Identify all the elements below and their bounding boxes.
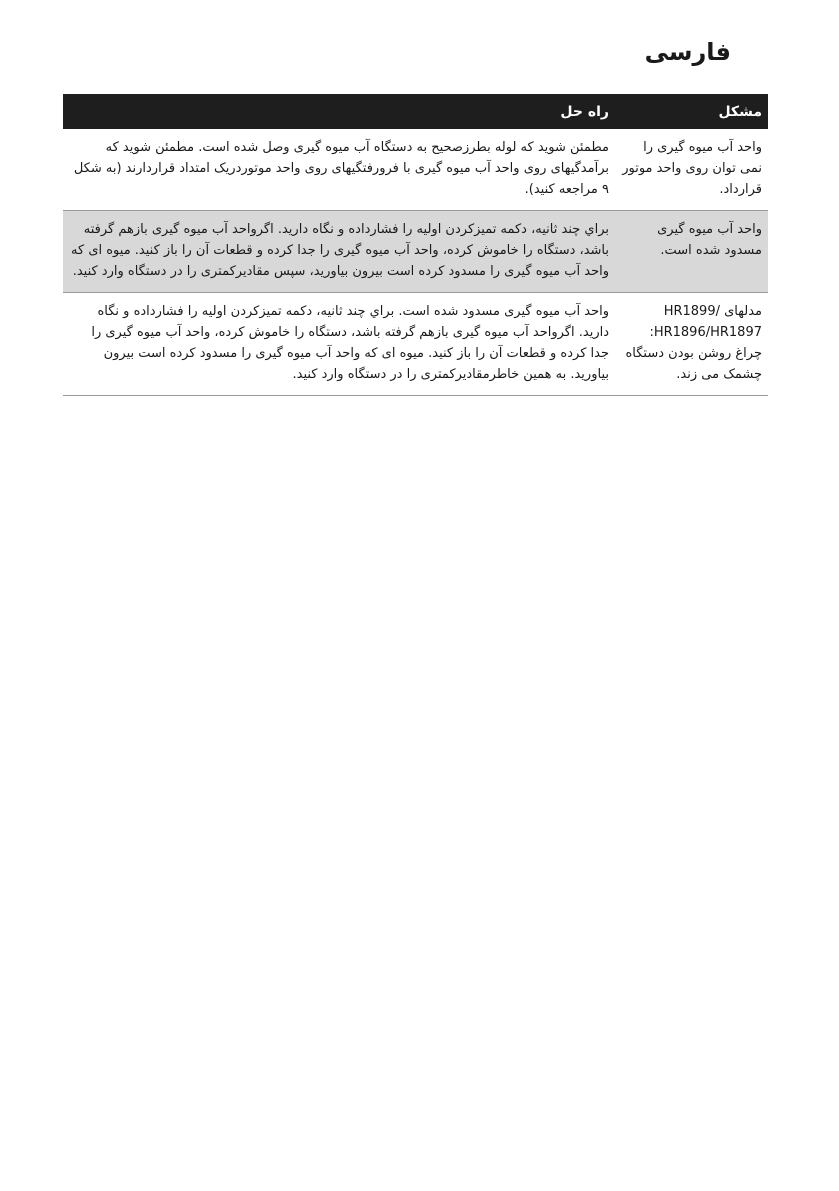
problem-cell: واحد آب میوه گیری مسدود شده است. <box>615 211 768 293</box>
header-problem: مشکل <box>615 94 768 129</box>
problem-cell: واحد آب میوه گیری را نمی توان روی واحد موتور قرارداد. <box>615 129 768 211</box>
table-row <box>63 129 768 211</box>
table-row <box>63 293 768 396</box>
solution-cell: مطمئن شوید که لوله بطرزصحیح به دستگاه آب میوه گیری وصل شده است. مطمئن شوید که برآمدگیهای روی واحد آب میوه گیری با فرورفتگیهای روی واحد موتوردریک امتداد قراردارند (به شکل ۹ مراجعه کنید). <box>63 129 615 211</box>
solution-cell: براي چند ثانيه، دكمه تميزكردن اوليه را فشارداده و نگاه داريد. اگرواحد آب ميوه گيری بازهم گرفته باشد، دستگاه را خاموش کرده، واحد آب میوه گیری را جدا کرده و قطعات آن را باز کنید. میوه ای که واحد آب میوه گیری را مسدود کرده است بیرون بیاورید، سپس مقادیرکمتری را در دستگاه وارد کنید. <box>63 211 615 293</box>
solution-cell: واحد آب میوه گیری مسدود شده است. براي چند ثانيه، دكمه تميزكردن اوليه را فشارداده و نگاه داريد. اگرواحد آب ميوه گيری بازهم گرفته باشد، دستگاه را خاموش کرده، واحد آب میوه گیری را جدا کرده و قطعات آن را باز کنید. میوه ای که واحد آب میوه گیری را مسدود کرده است بیرون بیاورید. به همین خاطرمقادیرکمتری را در دستگاه وارد کنید. <box>63 293 615 396</box>
header-row <box>63 94 768 129</box>
problem-cell: مدلهای HR1899/ HR1896/HR1897: چراغ روشن بودن دستگاه چشمک می زند. <box>615 293 768 396</box>
table-header <box>63 94 768 129</box>
troubleshooting-table <box>63 94 768 396</box>
table-row <box>63 211 768 293</box>
table-body <box>63 129 768 396</box>
header-solution: راه حل <box>63 94 615 129</box>
page-title: فارسی <box>644 38 731 66</box>
